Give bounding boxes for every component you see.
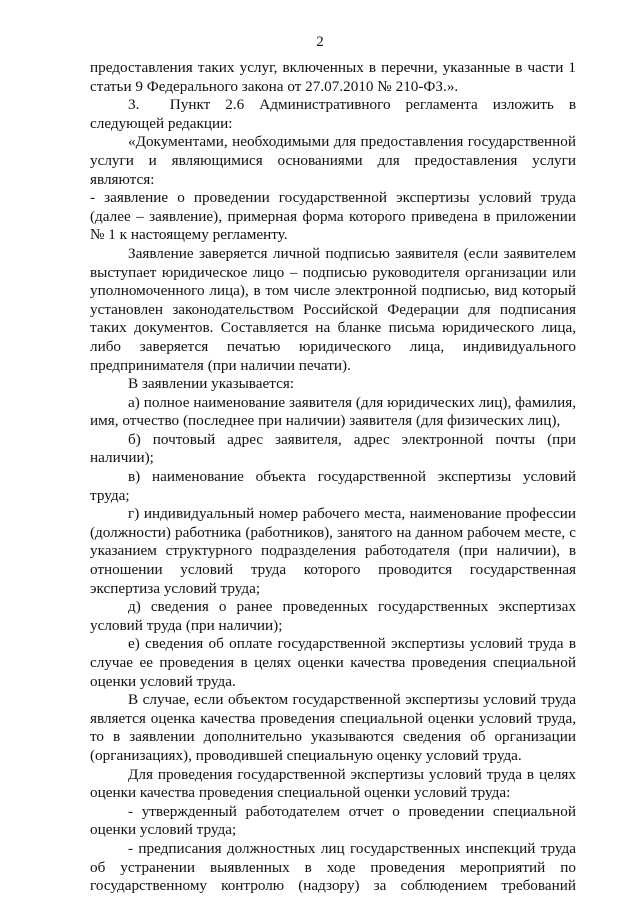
paragraph: - утвержденный работодателем отчет о проведении специальной оценки условий труда; bbox=[90, 802, 576, 839]
paragraph: в) наименование объекта государственной экспертизы условий труда; bbox=[90, 468, 576, 504]
paragraph: а) полное наименование заявителя (для юридических лиц), фамилия, имя, отчество (последнее при наличии) заявителя (для физических лиц), bbox=[90, 393, 576, 430]
page-number: 2 bbox=[316, 34, 324, 50]
paragraph: г) индивидуальный номер рабочего места, наименование профессии (должности) работника (работников), занятого на данном рабочем месте, с указанием структурного подразделения работодателя (при наличии), в отношении условий труда которого проводится государственная экспертиза условий труда; bbox=[90, 505, 576, 597]
paragraph: д) сведения о ранее проведенных государственных экспертизах условий труда (при наличии); bbox=[90, 598, 576, 634]
paragraph: предоставления таких услуг, включенных в перечни, указанные в части 1 статьи 9 Федерального закона от 27.07.2010 № 210-ФЗ.». bbox=[90, 59, 576, 95]
paragraph: Заявление заверяется личной подписью заявителя (если заявителем выступает юридическое лицо – подписью руководителя организации или уполномоченного лица), в том числе электронной подписью, вид который установлен законодательством Российской Федерации для подписания таких документов. Составляется на бланке письма юридического лица, либо заверяется печатью юридического лица, индивидуального предпринимателя (при наличии печати). bbox=[90, 244, 576, 374]
paragraph: - предписания должностных лиц государственных инспекций труда об устранении выявленных в ходе проведения мероприятий по государственному контролю (надзору) за соблюдением требований bbox=[90, 839, 576, 895]
paragraph: «Документами, необходимыми для предоставления государственной услуги и являющимися основаниями для предоставления услуги являются: bbox=[90, 133, 576, 188]
paragraph: 3. Пункт 2.6 Административного регламента изложить в следующей редакции: bbox=[90, 96, 576, 132]
document-body bbox=[90, 59, 576, 896]
paragraph: е) сведения об оплате государственной экспертизы условий труда в случае ее проведения в целях оценки качества проведения специальной оценки условий труда. bbox=[90, 635, 576, 690]
paragraph: Для проведения государственной экспертизы условий труда в целях оценки качества проведения специальной оценки условий труда: bbox=[90, 765, 576, 802]
paragraph: В случае, если объектом государственной экспертизы условий труда является оценка качества проведения специальной оценки условий труда, то в заявлении дополнительно указываются сведения об организации (организациях), проводившей специальную оценку условий труда. bbox=[90, 691, 576, 764]
paragraph: б) почтовый адрес заявителя, адрес электронной почты (при наличии); bbox=[90, 430, 576, 467]
paragraph: В заявлении указывается: bbox=[128, 375, 295, 393]
paragraph: - заявление о проведении государственной экспертизы условий труда (далее – заявление), примерная форма которого приведена в приложении № 1 к настоящему регламенту. bbox=[90, 189, 576, 244]
